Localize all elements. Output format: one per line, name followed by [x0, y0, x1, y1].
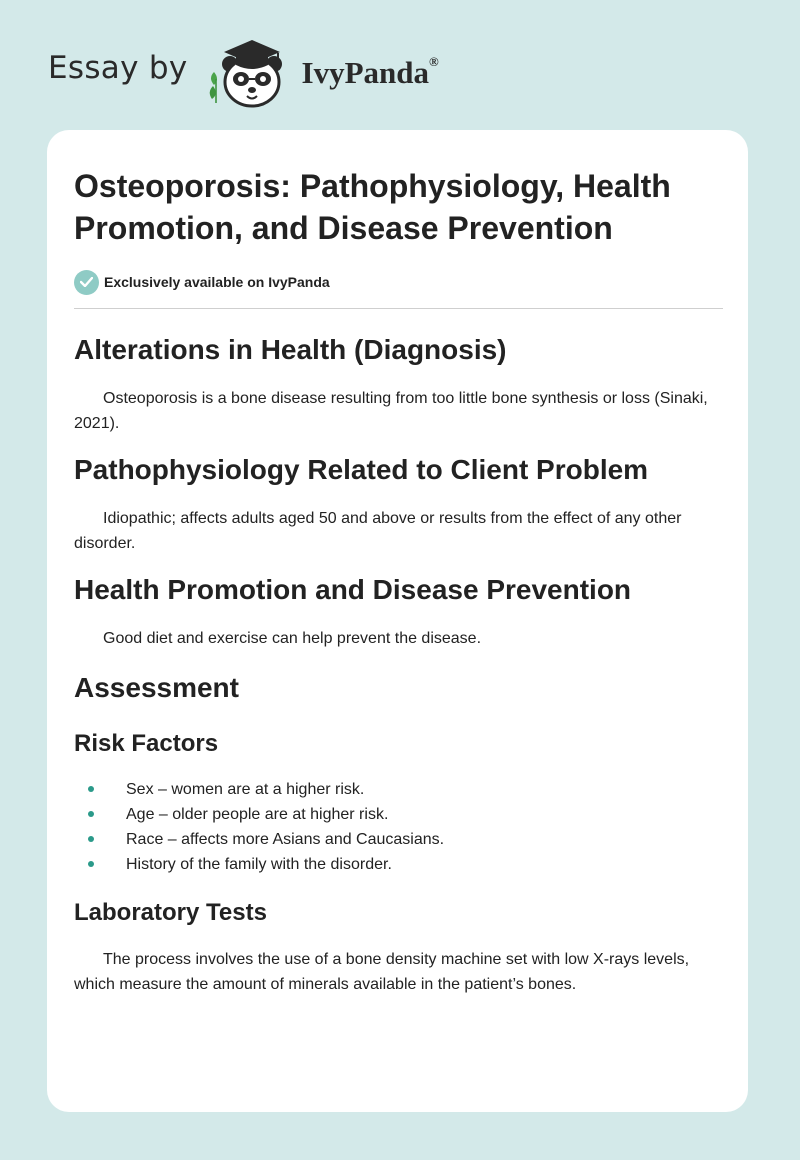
- article-card: [47, 130, 748, 1112]
- list-item: [74, 802, 723, 827]
- list-item-text: History of the family with the disorder.: [126, 856, 392, 873]
- list-item: [74, 777, 723, 802]
- section-text-pathophysiology: Idiopathic; affects adults aged 50 and above or results from the effect of any other disorder.: [74, 510, 682, 552]
- list-item-text: Sex – women are at a higher risk.: [126, 781, 365, 798]
- list-item: [74, 827, 723, 852]
- essay-by-label: Essay by: [48, 50, 188, 86]
- subheading-laboratory-tests: Laboratory Tests: [74, 899, 267, 926]
- list-item-text: Age – older people are at higher risk.: [126, 806, 389, 823]
- registered-mark: ®: [429, 53, 439, 69]
- section-heading-pathophysiology: Pathophysiology Related to Client Problem: [74, 454, 649, 485]
- article-content: [74, 165, 723, 997]
- brand-name[interactable]: [302, 55, 439, 91]
- section-text-health-promotion: Good diet and exercise can help prevent the disease.: [103, 630, 482, 647]
- exclusive-badge: [74, 269, 723, 295]
- title-divider: [74, 308, 723, 309]
- bullet-icon: [88, 811, 94, 817]
- section-heading-alterations: Alterations in Health (Diagnosis): [74, 334, 507, 365]
- subheading-risk-factors: Risk Factors: [74, 730, 219, 757]
- section-heading-assessment: Assessment: [74, 672, 239, 703]
- section-text-laboratory-tests: The process involves the use of a bone density machine set with low X-rays levels, which measure the amount of minerals available in the patient’s bones.: [74, 951, 690, 993]
- section-text-alterations: Osteoporosis is a bone disease resulting from too little bone synthesis or loss (Sinaki, 2021).: [74, 390, 708, 432]
- risk-factors-list: [74, 777, 723, 877]
- list-item-text: Race – affects more Asians and Caucasians.: [126, 831, 445, 848]
- brand-label: IvyPanda: [301, 55, 429, 90]
- panda-graduate-icon: [204, 34, 298, 110]
- check-icon: [74, 270, 99, 295]
- list-item: [74, 852, 723, 877]
- bullet-icon: [88, 786, 94, 792]
- site-header: [48, 34, 439, 110]
- bullet-icon: [88, 861, 94, 867]
- page-title: Osteoporosis: Pathophysiology, Health Promotion, and Disease Prevention: [74, 168, 671, 246]
- section-heading-health-promotion: Health Promotion and Disease Prevention: [74, 574, 632, 605]
- exclusive-badge-label: Exclusively available on IvyPanda: [104, 274, 330, 290]
- bullet-icon: [88, 836, 94, 842]
